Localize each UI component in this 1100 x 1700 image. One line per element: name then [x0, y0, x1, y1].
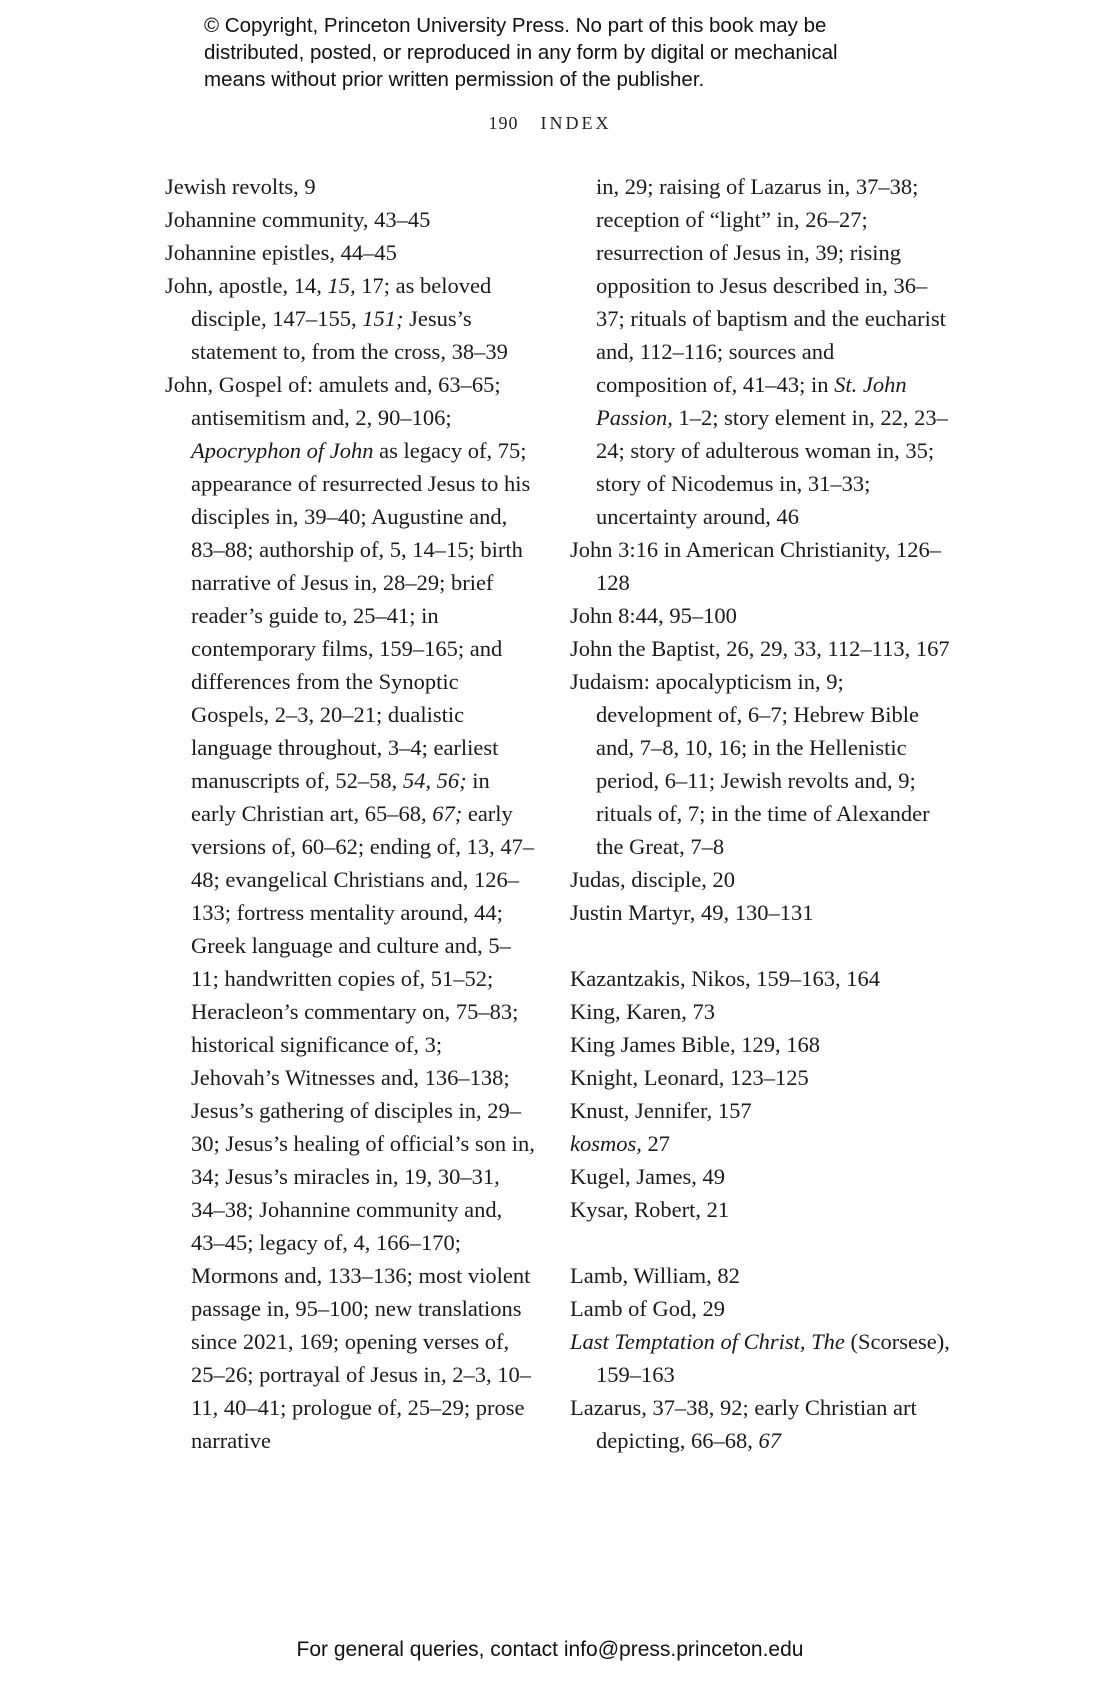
letter-group-gap: [570, 929, 950, 962]
italic-text: 54, 56;: [402, 768, 467, 793]
index-entry: [570, 1259, 950, 1292]
entry-text: Kazantzakis, Nikos, 159–163, 164: [570, 966, 880, 991]
index-entry: [165, 368, 535, 1457]
entry-text: John, apostle, 14,: [165, 273, 328, 298]
entry-text: John, Gospel of: amulets and, 63–65; antisemitism and, 2, 90–106;: [165, 372, 501, 430]
copyright-notice: © Copyright, Princeton University Press. No part of this book may be distributed, posted, or reproduced in any form by digital or mechanical means without prior written permission of the publisher.: [204, 14, 838, 91]
entry-text: 27: [641, 1131, 670, 1156]
index-entry: [570, 1391, 950, 1457]
entry-text: 1–2; story element in, 22, 23–24; story of adulterous woman in, 35; story of Nicodemus in, 31–33; uncertainty around, 46: [596, 405, 948, 529]
index-entry: [165, 203, 535, 236]
italic-text: kosmos,: [570, 1131, 642, 1156]
entry-text: 17; as beloved disciple, 147–155,: [191, 273, 492, 331]
entry-text: Kugel, James, 49: [570, 1164, 725, 1189]
index-entry: [570, 995, 950, 1028]
index-entry: [165, 269, 535, 368]
index-column-left: [165, 170, 535, 1457]
entry-text: as legacy of, 75; appearance of resurrected Jesus to his disciples in, 39–40; Augustine and, 83–88; authorship of, 5, 14–15; birth narrative of Jesus in, 28–29; brief reader’s guide to, 25–41; in contemporary films, 159–165; and differences from the Synoptic Gospels, 2–3, 20–21; dualistic language throughout, 3–4; earliest manuscripts of, 52–58,: [191, 438, 531, 793]
italic-text: 67;: [432, 801, 463, 826]
entry-text: Johannine community, 43–45: [165, 207, 431, 232]
entry-text: in early Christian art, 65–68,: [191, 768, 490, 826]
entry-text: (Scorsese), 159–163: [596, 1329, 950, 1387]
index-entry: [165, 236, 535, 269]
index-entry: [570, 1127, 950, 1160]
index-entry: [570, 896, 950, 929]
italic-text: 151;: [362, 306, 404, 331]
index-entry: [570, 1061, 950, 1094]
entry-text: Knust, Jennifer, 157: [570, 1098, 752, 1123]
entry-text: Jesus’s statement to, from the cross, 38–39: [191, 306, 508, 364]
index-entry: [570, 1094, 950, 1127]
footer-contact: For general queries, contact info@press.princeton.edu: [296, 1638, 804, 1661]
index-entry: [570, 962, 950, 995]
index-entry: [570, 632, 950, 665]
entry-text: Jewish revolts, 9: [165, 174, 316, 199]
entry-text: Lamb, William, 82: [570, 1263, 740, 1288]
index-entry: [570, 1028, 950, 1061]
entry-text: Lazarus, 37–38, 92; early Christian art depicting, 66–68,: [570, 1395, 917, 1453]
entry-text: Judas, disciple, 20: [570, 867, 735, 892]
index-entry: [570, 665, 950, 863]
italic-text: Apocryphon of John: [191, 438, 374, 463]
section-title: INDEX: [540, 113, 612, 133]
italic-text: 67: [758, 1428, 781, 1453]
index-entry: [570, 533, 950, 599]
entry-text: Justin Martyr, 49, 130–131: [570, 900, 814, 925]
entry-text: King, Karen, 73: [570, 999, 715, 1024]
entry-text: Knight, Leonard, 123–125: [570, 1065, 809, 1090]
page-number: 190: [488, 113, 519, 133]
italic-text: St. John Passion,: [596, 372, 907, 430]
index-entry-continued: [570, 170, 950, 533]
index-entry: [570, 1292, 950, 1325]
entry-text: Johannine epistles, 44–45: [165, 240, 397, 265]
index-entry: [570, 1193, 950, 1226]
entry-text: John the Baptist, 26, 29, 33, 112–113, 167: [570, 636, 950, 661]
index-entry: [570, 1160, 950, 1193]
entry-text: John 8:44, 95–100: [570, 603, 737, 628]
index-entry: [570, 1325, 950, 1391]
index-entry: [570, 863, 950, 896]
index-column-right: [570, 170, 950, 1457]
entry-text: John 3:16 in American Christianity, 126–128: [570, 537, 942, 595]
index-entry: [165, 170, 535, 203]
entry-text: in, 29; raising of Lazarus in, 37–38; reception of “light” in, 26–27; resurrection of Jesus in, 39; rising opposition to Jesus described in, 36–37; rituals of baptism and the eucharist and, 112–116; sources and composition of, 41–43; in: [596, 174, 946, 397]
entry-text: Judaism: apocalypticism in, 9; development of, 6–7; Hebrew Bible and, 7–8, 10, 16; in the Hellenistic period, 6–11; Jewish revolts and, 9; rituals of, 7; in the time of Alexander the Great, 7–8: [570, 669, 930, 859]
italic-text: Last Temptation of Christ, The: [570, 1329, 845, 1354]
entry-text: early versions of, 60–62; ending of, 13, 47–48; evangelical Christians and, 126–133; fortress mentality around, 44; Greek language and culture and, 5–11; handwritten copies of, 51–52; Heracleon’s commentary on, 75–83; historical significance of, 3; Jehovah’s Witnesses and, 136–138; Jesus’s gathering of disciples in, 29–30; Jesus’s healing of official’s son in, 34; Jesus’s miracles in, 19, 30–31, 34–38; Johannine community and, 43–45; legacy of, 4, 166–170; Mormons and, 133–136; most violent passage in, 95–100; new translations since 2021, 169; opening verses of, 25–26; portrayal of Jesus in, 2–3, 10–11, 40–41; prologue of, 25–29; prose narrative: [191, 801, 535, 1453]
running-head: [0, 113, 1100, 134]
letter-group-gap: [570, 1226, 950, 1259]
italic-text: 15,: [327, 273, 356, 298]
index-entry: [570, 599, 950, 632]
entry-text: King James Bible, 129, 168: [570, 1032, 820, 1057]
entry-text: Kysar, Robert, 21: [570, 1197, 730, 1222]
entry-text: Lamb of God, 29: [570, 1296, 725, 1321]
